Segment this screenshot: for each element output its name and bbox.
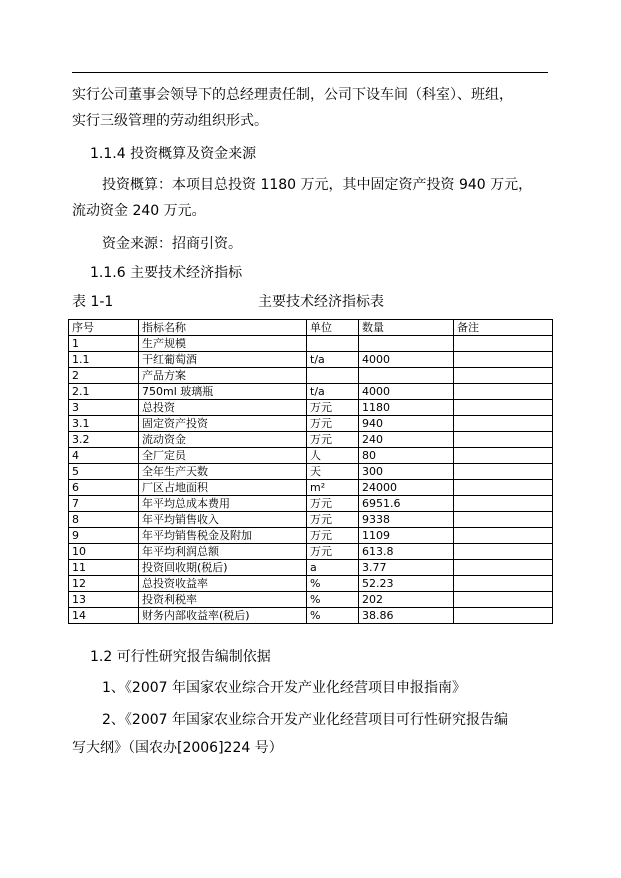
table-row xyxy=(69,464,553,480)
cell-name: 全年生产天数 xyxy=(139,464,307,480)
cell-unit: 万元 xyxy=(307,496,359,512)
cell-index: 5 xyxy=(69,464,139,480)
cell-index: 9 xyxy=(69,528,139,544)
paragraph-funding-source: 资金来源：招商引资。 xyxy=(102,236,242,252)
table-row xyxy=(69,528,553,544)
paragraph-management-line2: 实行三级管理的劳动组织形式。 xyxy=(72,113,268,129)
table-row xyxy=(69,432,553,448)
cell-quantity: 9338 xyxy=(359,512,454,528)
cell-remark xyxy=(454,576,553,592)
table-row xyxy=(69,448,553,464)
cell-name: 流动资金 xyxy=(139,432,307,448)
paragraph-investment-line1: 投资概算：本项目总投资 1180 万元，其中固定资产投资 940 万元， xyxy=(102,177,533,193)
cell-quantity xyxy=(359,368,454,384)
cell-remark xyxy=(454,464,553,480)
cell-unit: 万元 xyxy=(307,432,359,448)
cell-index: 1.1 xyxy=(69,352,139,368)
cell-unit: t/a xyxy=(307,384,359,400)
table-row xyxy=(69,608,553,624)
cell-name: 财务内部收益率(税后) xyxy=(139,608,307,624)
section-heading-1-1-6: 1.1.6 主要技术经济指标 xyxy=(90,265,243,281)
cell-quantity: 300 xyxy=(359,464,454,480)
cell-index: 11 xyxy=(69,560,139,576)
cell-remark xyxy=(454,368,553,384)
cell-unit: 万元 xyxy=(307,512,359,528)
technical-indicators-table xyxy=(68,319,553,624)
cell-unit xyxy=(307,336,359,352)
header-cell-quantity: 数量 xyxy=(359,320,454,336)
table-row xyxy=(69,384,553,400)
cell-quantity: 1109 xyxy=(359,528,454,544)
cell-index: 10 xyxy=(69,544,139,560)
table-row xyxy=(69,336,553,352)
cell-name: 厂区占地面积 xyxy=(139,480,307,496)
cell-unit: 天 xyxy=(307,464,359,480)
cell-index: 3.2 xyxy=(69,432,139,448)
reference-item-1: 1、《2007 年国家农业综合开发产业化经营项目申报指南》 xyxy=(102,680,466,696)
cell-remark xyxy=(454,336,553,352)
cell-quantity: 38.86 xyxy=(359,608,454,624)
cell-name: 年平均销售收入 xyxy=(139,512,307,528)
cell-remark xyxy=(454,496,553,512)
header-cell-remark: 备注 xyxy=(454,320,553,336)
cell-remark xyxy=(454,608,553,624)
table-row xyxy=(69,416,553,432)
cell-unit: 万元 xyxy=(307,400,359,416)
cell-quantity: 80 xyxy=(359,448,454,464)
cell-name: 年平均利润总额 xyxy=(139,544,307,560)
cell-quantity: 613.8 xyxy=(359,544,454,560)
reference-item-2-line2: 写大纲》（国农办[2006]224 号） xyxy=(72,740,283,756)
table-body xyxy=(69,320,553,624)
cell-unit: 万元 xyxy=(307,528,359,544)
section-heading-1-1-4: 1.1.4 投资概算及资金来源 xyxy=(90,146,257,162)
table-label: 表 1-1 xyxy=(72,294,114,310)
cell-quantity xyxy=(359,336,454,352)
cell-remark xyxy=(454,480,553,496)
cell-unit: % xyxy=(307,608,359,624)
cell-index: 4 xyxy=(69,448,139,464)
table-row xyxy=(69,352,553,368)
cell-name: 投资回收期(税后) xyxy=(139,560,307,576)
cell-index: 12 xyxy=(69,576,139,592)
cell-remark xyxy=(454,448,553,464)
table-row xyxy=(69,544,553,560)
cell-unit: 万元 xyxy=(307,544,359,560)
cell-quantity: 1180 xyxy=(359,400,454,416)
header-cell-name: 指标名称 xyxy=(139,320,307,336)
cell-index: 3 xyxy=(69,400,139,416)
cell-index: 7 xyxy=(69,496,139,512)
table-row xyxy=(69,496,553,512)
cell-index: 2.1 xyxy=(69,384,139,400)
cell-quantity: 3.77 xyxy=(359,560,454,576)
section-heading-1-2: 1.2 可行性研究报告编制依据 xyxy=(90,649,271,665)
cell-name: 产品方案 xyxy=(139,368,307,384)
cell-unit: 万元 xyxy=(307,416,359,432)
cell-name: 投资利税率 xyxy=(139,592,307,608)
header-cell-index: 序号 xyxy=(69,320,139,336)
cell-unit xyxy=(307,368,359,384)
paragraph-investment-line2: 流动资金 240 万元。 xyxy=(72,203,206,219)
cell-remark xyxy=(454,352,553,368)
cell-unit: t/a xyxy=(307,352,359,368)
cell-quantity: 240 xyxy=(359,432,454,448)
cell-unit: % xyxy=(307,576,359,592)
cell-unit: 人 xyxy=(307,448,359,464)
reference-item-2-line1: 2、《2007 年国家农业综合开发产业化经营项目可行性研究报告编 xyxy=(102,712,508,728)
cell-index: 1 xyxy=(69,336,139,352)
table-row xyxy=(69,368,553,384)
cell-name: 年平均总成本费用 xyxy=(139,496,307,512)
cell-remark xyxy=(454,544,553,560)
cell-name: 固定资产投资 xyxy=(139,416,307,432)
cell-unit: % xyxy=(307,592,359,608)
cell-quantity: 52.23 xyxy=(359,576,454,592)
table-row xyxy=(69,512,553,528)
cell-quantity: 24000 xyxy=(359,480,454,496)
table-row xyxy=(69,576,553,592)
cell-remark xyxy=(454,384,553,400)
cell-remark xyxy=(454,416,553,432)
table-row xyxy=(69,400,553,416)
cell-remark xyxy=(454,592,553,608)
paragraph-management-line1: 实行公司董事会领导下的总经理责任制，公司下设车间（科室）、班组， xyxy=(72,87,513,103)
cell-remark xyxy=(454,432,553,448)
header-cell-unit: 单位 xyxy=(307,320,359,336)
cell-remark xyxy=(454,512,553,528)
cell-index: 6 xyxy=(69,480,139,496)
cell-unit: m² xyxy=(307,480,359,496)
cell-index: 8 xyxy=(69,512,139,528)
cell-index: 3.1 xyxy=(69,416,139,432)
cell-index: 14 xyxy=(69,608,139,624)
table-title: 主要技术经济指标表 xyxy=(258,294,384,310)
table-header-row xyxy=(69,320,553,336)
table-row xyxy=(69,480,553,496)
cell-name: 干红葡萄酒 xyxy=(139,352,307,368)
cell-name: 全厂定员 xyxy=(139,448,307,464)
cell-quantity: 4000 xyxy=(359,384,454,400)
table-row xyxy=(69,560,553,576)
cell-quantity: 6951.6 xyxy=(359,496,454,512)
cell-name: 总投资 xyxy=(139,400,307,416)
cell-unit: a xyxy=(307,560,359,576)
cell-name: 总投资收益率 xyxy=(139,576,307,592)
cell-name: 生产规模 xyxy=(139,336,307,352)
cell-quantity: 4000 xyxy=(359,352,454,368)
cell-name: 年平均销售税金及附加 xyxy=(139,528,307,544)
cell-remark xyxy=(454,528,553,544)
cell-remark xyxy=(454,560,553,576)
cell-index: 2 xyxy=(69,368,139,384)
cell-quantity: 940 xyxy=(359,416,454,432)
table-row xyxy=(69,592,553,608)
cell-quantity: 202 xyxy=(359,592,454,608)
cell-index: 13 xyxy=(69,592,139,608)
header-rule xyxy=(72,72,548,73)
cell-name: 750ml 玻璃瓶 xyxy=(139,384,307,400)
cell-remark xyxy=(454,400,553,416)
